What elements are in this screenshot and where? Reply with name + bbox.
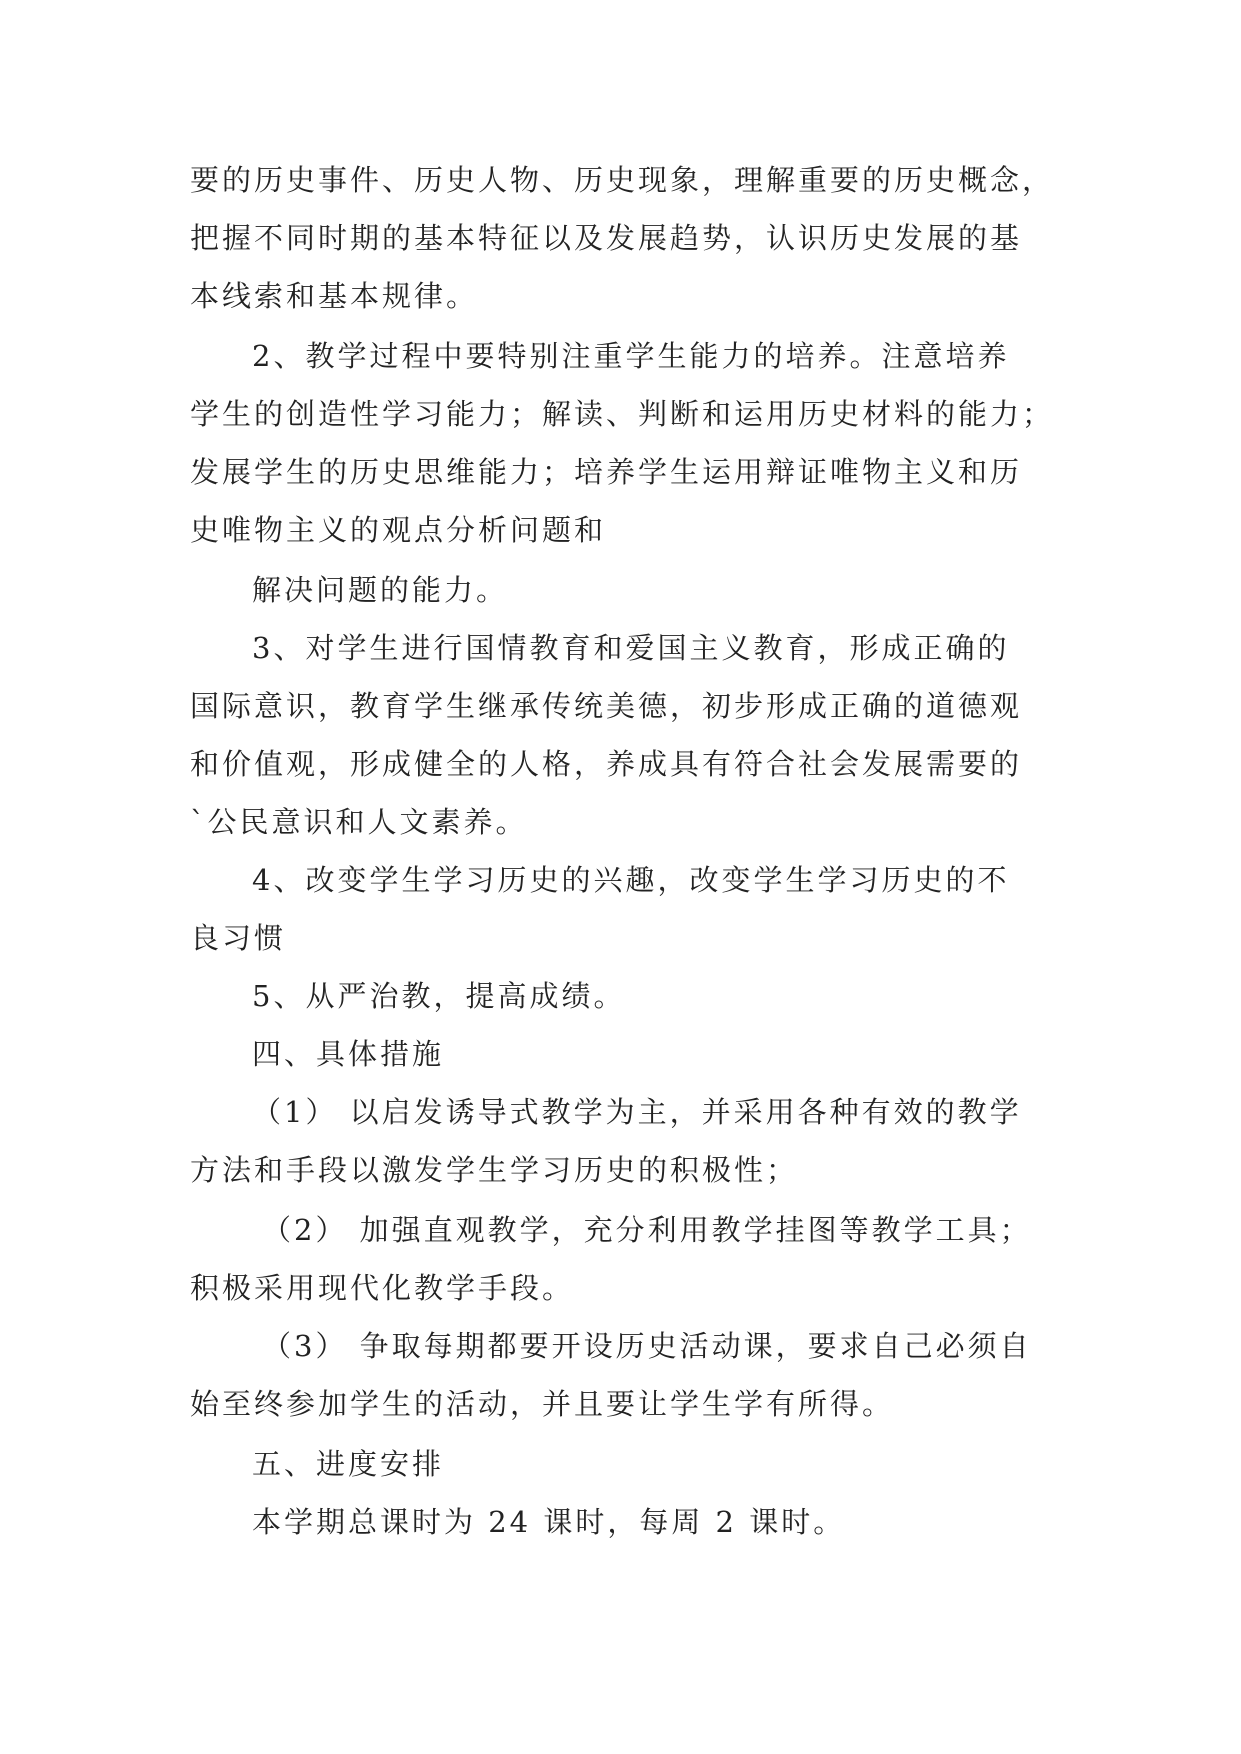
text-line: （1） 以启发诱导式教学为主，并采用各种有效的教学 bbox=[252, 1095, 1022, 1129]
text-line: 国际意识，教育学生继承传统美德，初步形成正确的道德观 bbox=[190, 689, 1023, 723]
text-line: 积极采用现代化教学手段。 bbox=[190, 1271, 575, 1305]
text-line: 3、对学生进行国情教育和爱国主义教育，形成正确的 bbox=[252, 631, 1010, 665]
text-line: 发展学生的历史思维能力；培养学生运用辩证唯物主义和历 bbox=[190, 455, 1023, 489]
text-line: 良习惯 bbox=[190, 921, 287, 955]
text-line: 和价值观，形成健全的人格，养成具有符合社会发展需要的 bbox=[190, 747, 1023, 781]
text-line: 方法和手段以激发学生学习历史的积极性； bbox=[190, 1153, 799, 1187]
text-line: （2） 加强直观教学，充分利用教学挂图等教学工具； bbox=[262, 1213, 1032, 1247]
text-line: 4、改变学生学习历史的兴趣，改变学生学习历史的不 bbox=[252, 863, 1010, 897]
text-line: 5、从严治教，提高成绩。 bbox=[252, 979, 626, 1013]
text-line: 史唯物主义的观点分析问题和 bbox=[190, 513, 607, 547]
text-line: 解决问题的能力。 bbox=[252, 573, 509, 607]
text-line: 始至终参加学生的活动，并且要让学生学有所得。 bbox=[190, 1387, 895, 1421]
text-line: 本线索和基本规律。 bbox=[190, 279, 479, 313]
section-heading: 五、进度安排 bbox=[252, 1447, 445, 1481]
text-line: 把握不同时期的基本特征以及发展趋势，认识历史发展的基 bbox=[190, 221, 1023, 255]
text-line: `公民意识和人文素养。 bbox=[190, 805, 528, 839]
text-line: 本学期总课时为 24 课时，每周 2 课时。 bbox=[252, 1505, 846, 1539]
text-line: 学生的创造性学习能力；解读、判断和运用历史材料的能力； bbox=[190, 397, 1055, 431]
text-line: 2、教学过程中要特别注重学生能力的培养。注意培养 bbox=[252, 339, 1010, 373]
text-line: （3） 争取每期都要开设历史活动课，要求自己必须自 bbox=[262, 1329, 1032, 1363]
text-line: 要的历史事件、历史人物、历史现象，理解重要的历史概念， bbox=[190, 163, 1055, 197]
section-heading: 四、具体措施 bbox=[252, 1037, 445, 1071]
